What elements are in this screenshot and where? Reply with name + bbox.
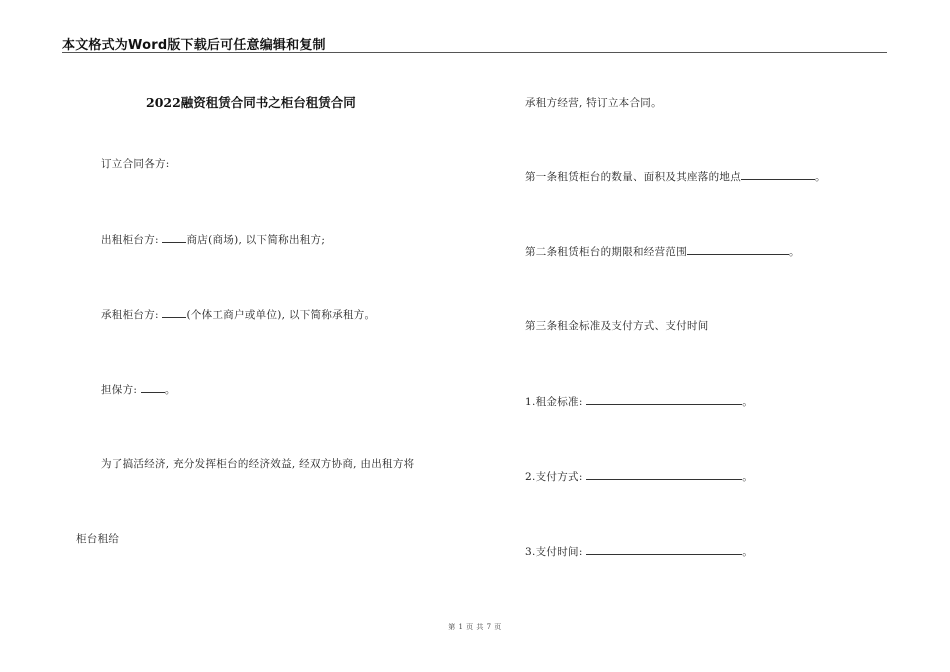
article-1-text: 第一条租赁柜台的数量、面积及其座落的地点: [525, 171, 741, 183]
article-2-text: 第二条租赁柜台的期限和经营范围: [525, 246, 687, 258]
article-2-end: 。: [789, 246, 800, 258]
lessee-blank: [162, 306, 186, 318]
lessee-label: 承租柜台方:: [101, 309, 163, 321]
lessor-blank: [162, 231, 186, 243]
payment-time-end: 。: [742, 546, 754, 558]
payment-time-blank: [586, 543, 742, 555]
payment-method-line: [525, 468, 753, 484]
page-number: 第 1 页 共 7 页: [448, 623, 502, 631]
article-1-end: 。: [815, 171, 826, 183]
lessee-line: [101, 306, 375, 322]
document-title: 2022融资租赁合同书之柜台租赁合同: [146, 95, 356, 110]
article-2-blank: [687, 243, 789, 255]
guarantor-label: 担保方:: [101, 384, 141, 396]
guarantor-line: [101, 381, 176, 397]
payment-time-line: [525, 543, 753, 559]
payment-method-end: 。: [742, 471, 754, 483]
purpose-continuation: 柜台租给: [76, 533, 120, 545]
article-3: 第三条租金标准及支付方式、支付时间: [525, 320, 709, 332]
rent-standard-label: 1.租金标准:: [525, 396, 587, 408]
lessee-suffix: (个体工商户或单位), 以下简称承租方。: [186, 309, 376, 321]
parties-heading: 订立合同各方:: [101, 158, 170, 170]
payment-method-label: 2.支付方式:: [525, 471, 587, 483]
header-text: 本文格式为Word版下载后可任意编辑和复制: [62, 38, 326, 53]
article-1: [525, 168, 826, 184]
lessor-label: 出租柜台方:: [101, 234, 163, 246]
purpose-paragraph: 为了搞活经济, 充分发挥柜台的经济效益, 经双方协商, 由出租方将: [101, 458, 415, 470]
payment-method-blank: [586, 468, 742, 480]
purpose-ending: 承租方经营, 特订立本合同。: [525, 97, 662, 109]
article-1-blank: [741, 168, 815, 180]
payment-time-label: 3.支付时间:: [525, 546, 587, 558]
rent-standard-end: 。: [742, 396, 754, 408]
rent-standard-line: [525, 393, 753, 409]
guarantor-blank: [141, 381, 165, 393]
guarantor-suffix: 。: [164, 384, 176, 396]
page-header: [62, 30, 887, 53]
article-2: [525, 243, 800, 259]
rent-standard-blank: [586, 393, 742, 405]
lessor-line: [101, 231, 325, 247]
lessor-suffix: 商店(商场), 以下简称出租方;: [186, 234, 326, 246]
